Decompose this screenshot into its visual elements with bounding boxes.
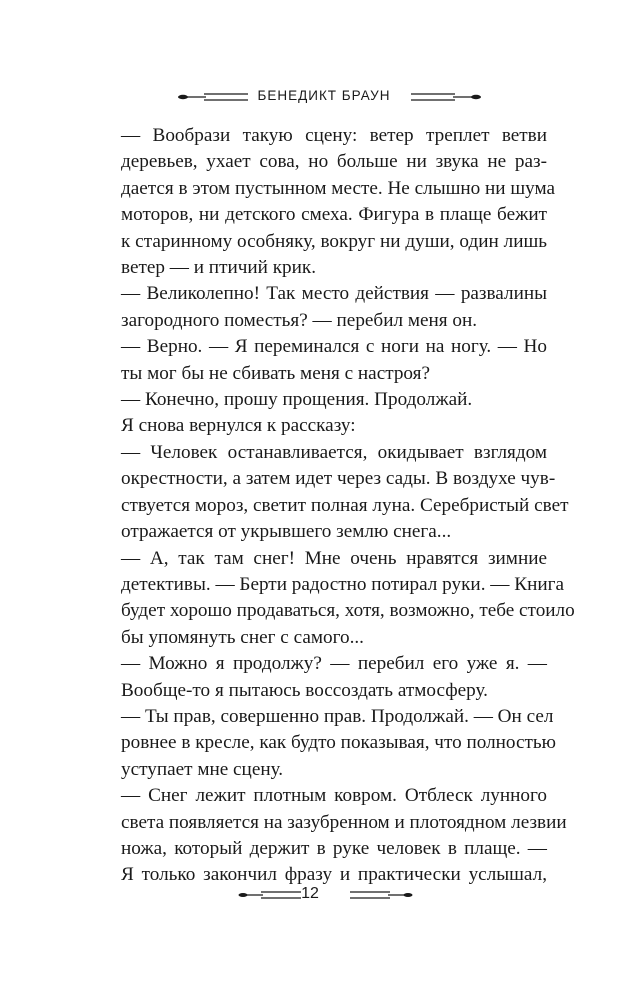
text-line: — Конечно, прошу прощения. Продолжай. [121,389,473,411]
text-line: Я снова вернулся к рассказу: [121,415,356,437]
paragraph [103,440,569,546]
running-header [0,86,619,110]
text-line: — Снег лежит плотным ковром. Отблеск лунного [121,785,547,807]
text-line: Вообще-то я пытаюсь воссоздать атмосферу. [121,679,488,701]
running-head-author: БЕНЕДИКТ БРАУН [257,88,391,103]
text-line: детективы. — Берти радостно потирал руки. — Книга [121,573,564,595]
text-line: будет хорошо продаваться, хотя, возможно, тебе стоило [121,600,575,622]
paragraph [103,704,556,783]
text-line: — А, так там снег! Мне очень нравятся зимние [121,547,547,569]
page-footer [0,884,619,908]
paragraph [103,413,547,439]
paragraph [103,334,547,387]
text-line: дается в этом пустынном месте. Не слышно ни шума [121,177,556,199]
text-line: бы упомянуть снег с самого... [121,626,364,648]
text-line: — Ты прав, совершенно прав. Продолжай. — Он сел [121,705,554,727]
text-line: деревьев, ухает сова, но больше ни звука не раз- [121,151,547,173]
paragraph [103,387,547,413]
paragraph [103,783,567,889]
paragraph [103,281,547,334]
text-line: ножа, который держит в руке человек в плаще. — [121,837,547,859]
text-line: окрестности, а затем идет через сады. В воздухе чув- [121,468,556,490]
paragraph [103,123,556,281]
text-line: уступает мне сцену. [121,758,284,780]
text-line: ствуется мороз, светит полная луна. Серебристый свет [121,494,569,516]
text-line: ровнее в кресле, как будто показывая, что полностью [121,732,556,754]
text-line: загородного поместья? — перебил меня он. [121,309,478,331]
text-line: — Можно я продолжу? — перебил его уже я. — [121,653,547,675]
page-number: 12 [301,885,319,902]
text-line: ветер — и птичий крик. [121,257,317,279]
text-line: — Вообрази такую сцену: ветер треплет ветви [121,125,547,146]
text-line: — Великолепно! Так место действия — развалины [121,283,547,305]
text-line: света появляется на зазубренном и плотоядном лезвии [121,811,567,833]
paragraph [103,546,575,652]
ornament-left-icon [176,86,250,106]
paragraph [103,651,547,704]
text-line: Я только закончил фразу и практически услышал, [121,864,547,886]
text-line: моторов, ни детского смеха. Фигура в плаще бежит [121,204,547,226]
text-line: — Верно. — Я переминался с ноги на ногу. — Но [121,336,547,358]
text-line: ты мог бы не сбивать меня с настроя? [121,362,430,384]
text-line: к старинному особняку, вокруг ни души, один лишь [121,230,547,252]
text-line: — Человек останавливается, окидывает взглядом [121,441,547,463]
ornament-right-icon [409,86,483,106]
footer-ornament-right-icon [348,884,414,904]
text-line: отражается от укрывшего землю снега... [121,521,452,543]
body-text [103,123,575,889]
